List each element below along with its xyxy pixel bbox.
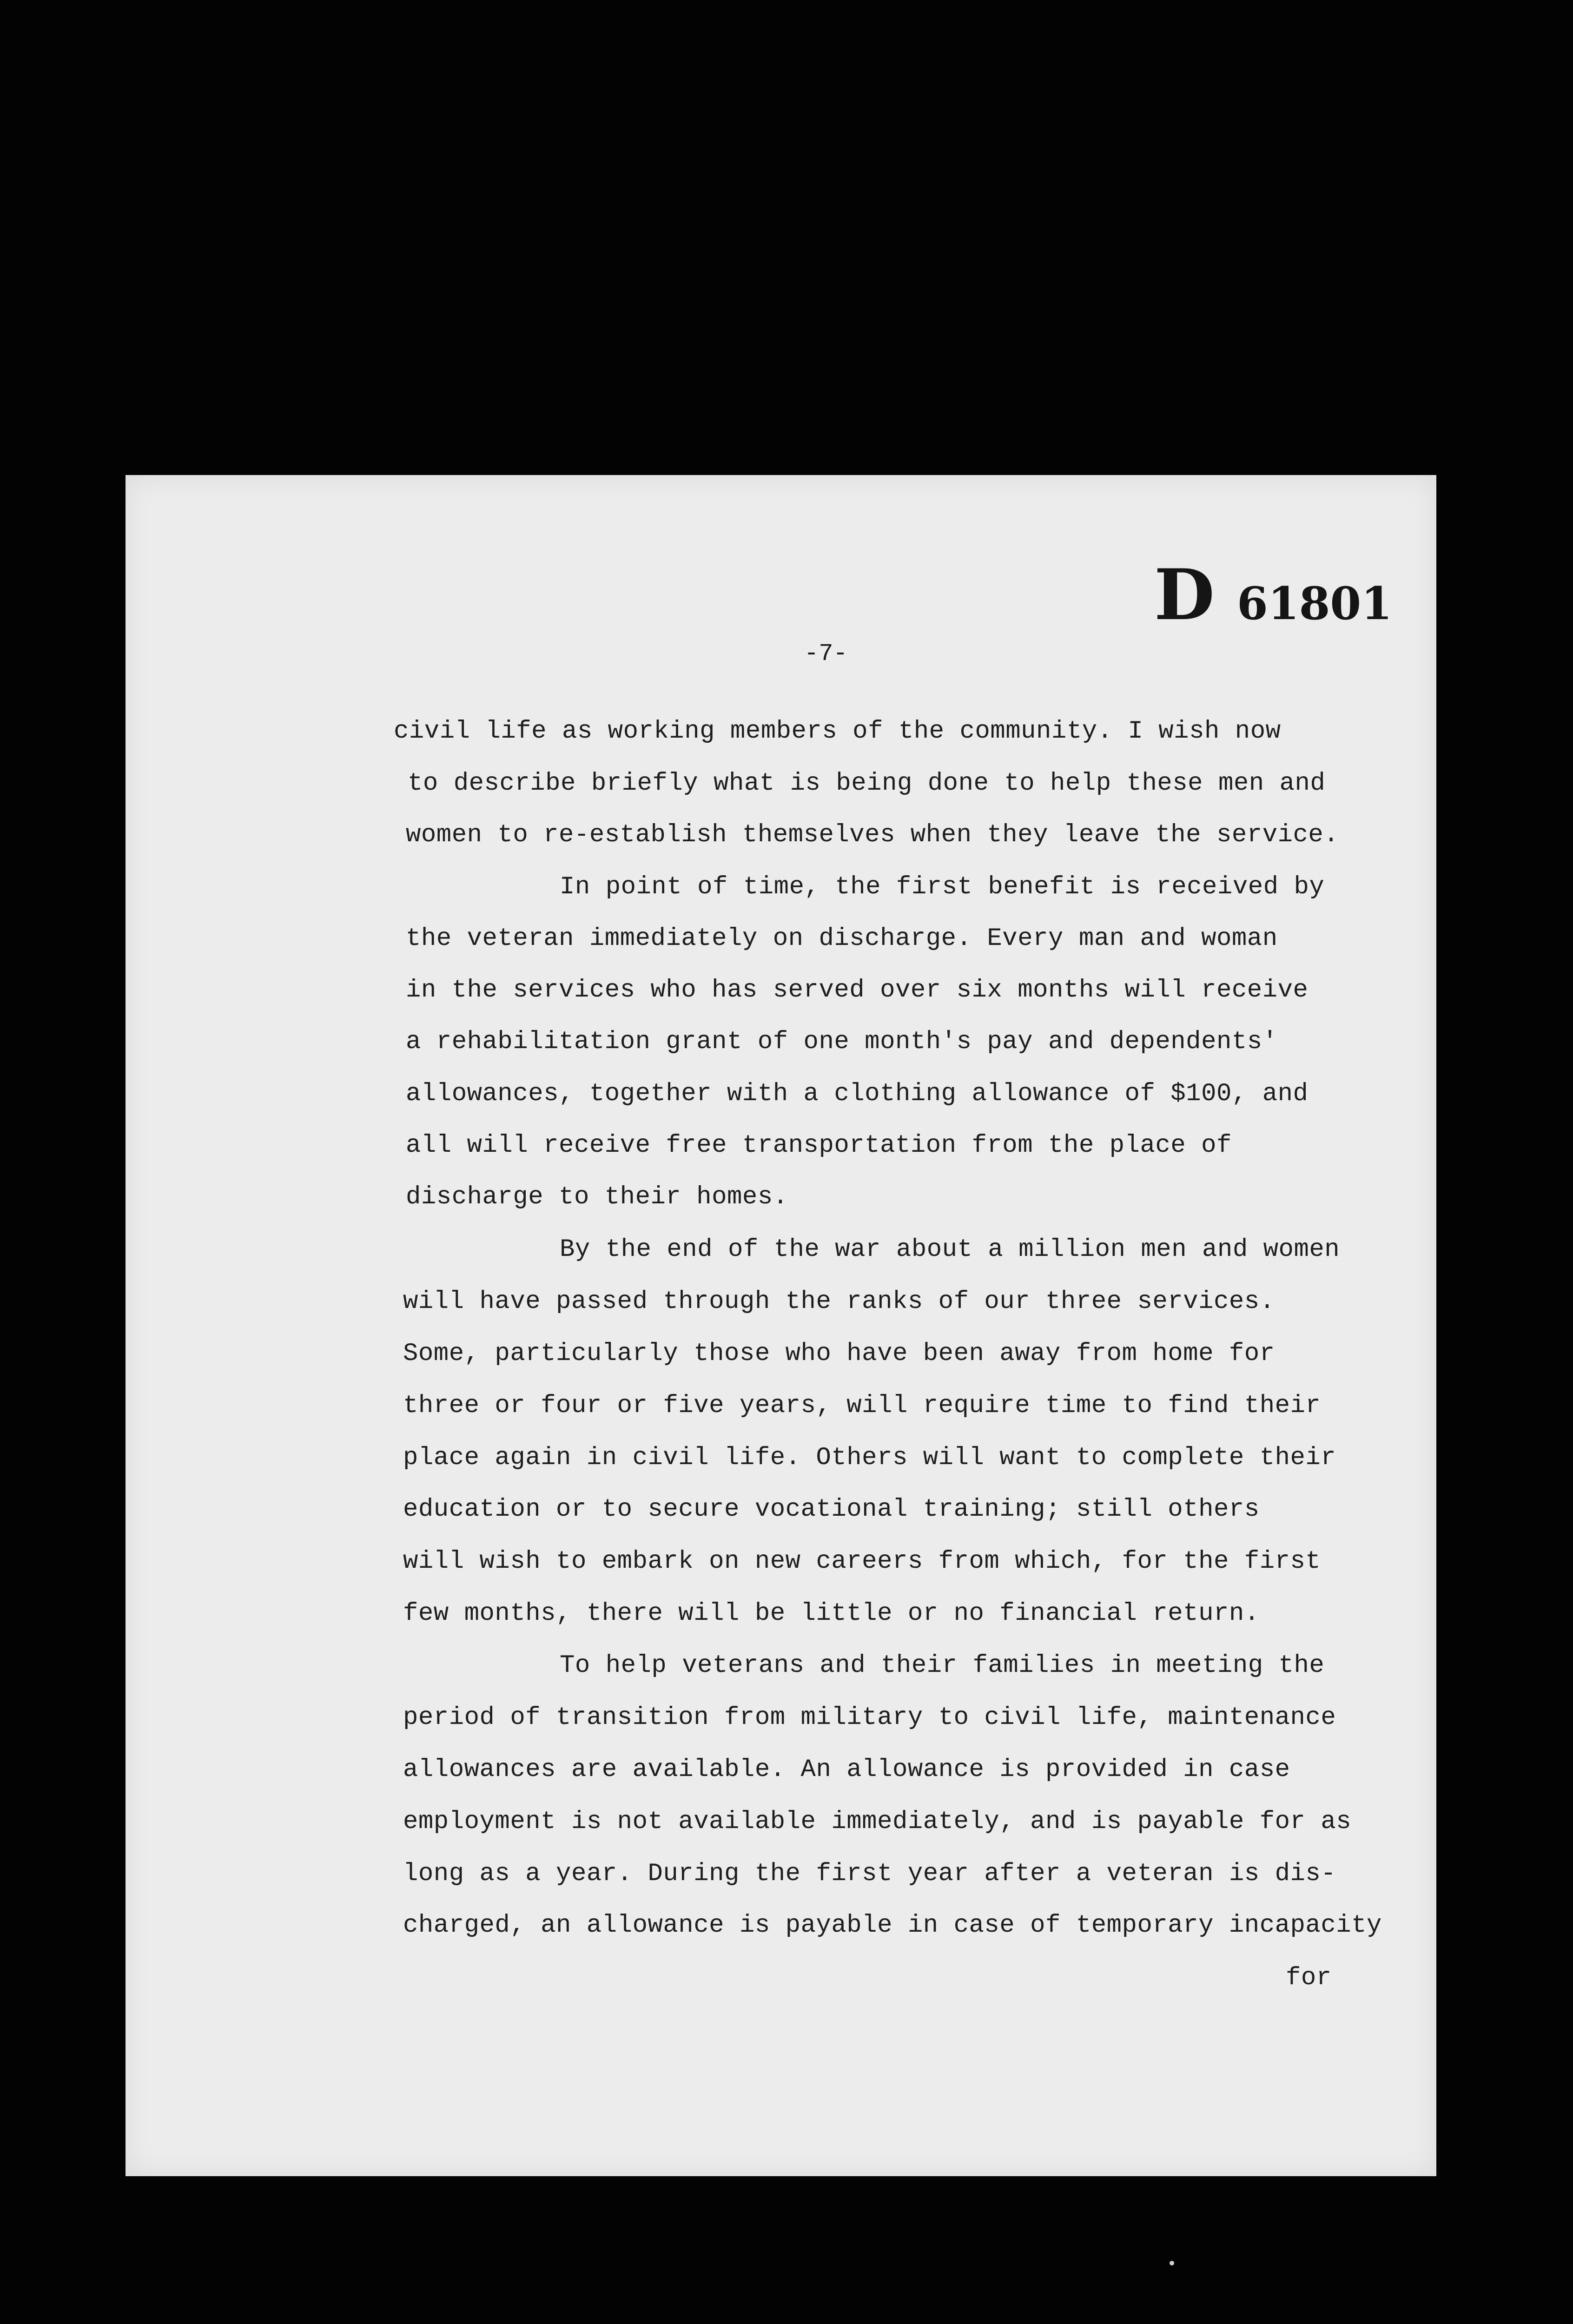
body-line: To help veterans and their families in meeting the [560,1651,1325,1680]
body-line: Some, particularly those who have been away from home for [403,1340,1275,1368]
body-line: to describe briefly what is being done to help these men and [408,769,1326,798]
body-line: will wish to embark on new careers from which, for the first [403,1547,1321,1576]
body-line: In point of time, the first benefit is received by [560,873,1325,901]
body-line: charged, an allowance is payable in case of temporary incapacity [403,1911,1382,1940]
document-id-prefix: D [1154,554,1217,636]
body-line: education or to secure vocational training; still others [403,1495,1260,1524]
document-id-number: 61801 [1237,577,1392,630]
body-line: allowances, together with a clothing allowance of $100, and [406,1080,1309,1108]
body-line: will have passed through the ranks of our three services. [403,1287,1275,1316]
body-line: all will receive free transportation from the place of [406,1131,1232,1160]
body-line: By the end of the war about a million men and women [560,1235,1340,1264]
body-line: long as a year. During the first year after a veteran is dis- [403,1860,1336,1888]
body-line: the veteran immediately on discharge. Every man and woman [406,924,1278,953]
body-line: three or four or five years, will require time to find their [403,1392,1321,1420]
body-line: discharge to their homes. [406,1183,788,1211]
body-line-catchword: for [1286,1964,1332,1992]
body-line: few months, there will be little or no financial return. [403,1599,1260,1628]
body-line: women to re-establish themselves when they leave the service. [406,821,1339,849]
body-line: civil life as working members of the community. I wish now [394,717,1281,746]
body-line: a rehabilitation grant of one month's pay and dependents' [406,1028,1278,1056]
body-line: employment is not available immediately, and is payable for as [403,1808,1352,1836]
page-number: -7- [804,640,848,667]
body-line: in the services who has served over six months will receive [406,976,1309,1004]
film-speck [1170,2261,1174,2265]
document-body [126,475,1436,2176]
body-line: allowances are available. An allowance is provided in case [403,1756,1290,1784]
document-page [126,475,1436,2176]
body-line: period of transition from military to civil life, maintenance [403,1703,1336,1732]
body-line: place again in civil life. Others will want to complete their [403,1444,1336,1472]
